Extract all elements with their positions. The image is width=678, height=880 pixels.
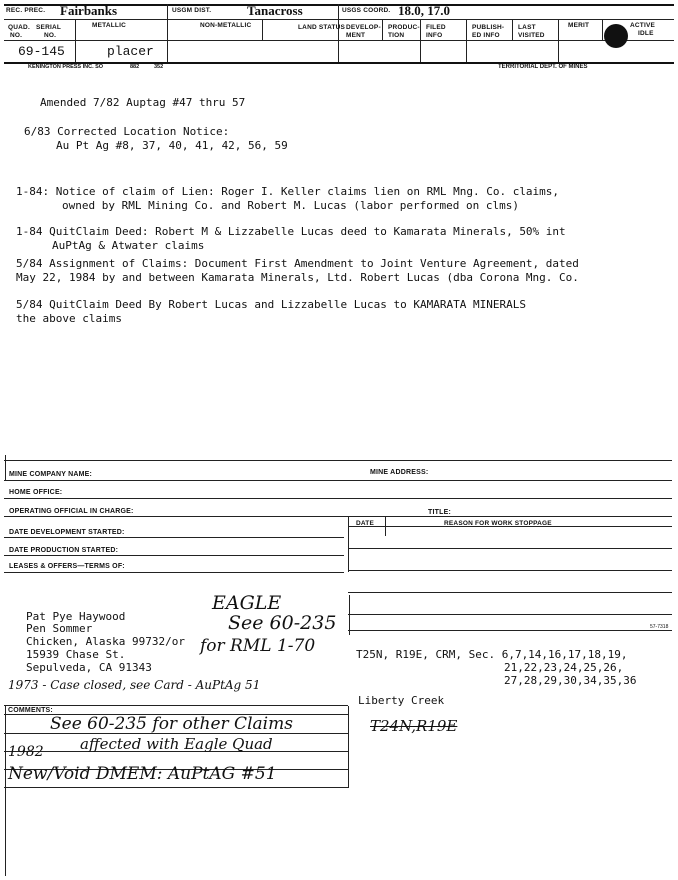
handwritten-comment-3: 1982	[8, 744, 44, 760]
location-line3: 27,28,29,30,34,35,36	[504, 674, 637, 687]
handwritten-year-line: 1973 - Case closed, see Card - AuPtAg 51	[8, 678, 261, 692]
note-quitclaim1-line2: AuPtAg & Atwater claims	[52, 239, 205, 252]
form-number-2: 352	[154, 64, 164, 70]
filed-info-label: FILED INFO	[426, 24, 446, 39]
develop-label: DEVELOP- MENT	[346, 24, 381, 39]
department-label: TERRITORIAL DEPT. OF MINES	[498, 64, 588, 70]
note-quitclaim2-line1: 5/84 QuitClaim Deed By Robert Lucas and Lizzabelle Lucas to KAMARATA MINERALS	[16, 298, 526, 311]
note-lien-line1: 1-84: Notice of claim of Lien: Roger I. Keller claims lien on RML Mng. Co. claims,	[16, 185, 560, 198]
handwritten-comment-1: See 60-235 for other Claims	[50, 714, 293, 734]
note-amended: Amended 7/82 Auptag #47 thru 57	[40, 96, 246, 109]
date-development-label: DATE DEVELOPMENT STARTED:	[9, 529, 125, 536]
printer-text: KENINGTON PRESS INC. SO	[28, 64, 104, 70]
handwritten-eagle: EAGLE	[212, 592, 282, 614]
usgm-dist-label: USGM DIST.	[172, 7, 212, 14]
idle-label: IDLE	[638, 30, 654, 37]
form-number-1: 882	[130, 64, 140, 70]
last-visited-label: LAST VISITED	[518, 24, 545, 39]
usgs-coord-value: 18.0, 17.0	[398, 3, 450, 18]
handwritten-comment-2: affected with Eagle Quad	[80, 735, 273, 753]
quad-no-label: NO.	[10, 32, 23, 39]
leases-label: LEASES & OFFERS—TERMS OF:	[9, 563, 125, 570]
note-assignment-line2: May 22, 1984 by and between Kamarata Minerals, Ltd. Robert Lucas (dba Corona Mng. Co.	[16, 271, 579, 284]
note-corrected-line2: Au Pt Ag #8, 37, 40, 41, 42, 56, 59	[56, 139, 288, 152]
note-quitclaim2-line2: the above claims	[16, 312, 122, 325]
location-creek: Liberty Creek	[358, 694, 445, 707]
handwritten-comment-4: New/Void DMEM: AuPtAG #51	[8, 764, 277, 784]
published-info-label: PUBLISH- ED INFO	[472, 24, 505, 39]
owner-line1: Pat Pye Haywood	[26, 610, 126, 623]
active-label: ACTIVE	[630, 22, 656, 29]
production-label: PRODUC- TION	[388, 24, 420, 39]
handwritten-see-60-235: See 60-235	[228, 612, 337, 634]
quad-label: QUAD.	[8, 24, 30, 31]
handwritten-for-rml: for RML 1-70	[200, 636, 316, 656]
handwritten-struck-township: T24N,R19E	[370, 717, 458, 735]
location-line2: 21,22,23,24,25,26,	[504, 661, 624, 674]
owner-line3: Chicken, Alaska 99732/or	[26, 635, 185, 648]
rec-prec-value: Fairbanks	[60, 3, 118, 18]
usgs-coord-label: USGS COORD.	[342, 7, 391, 14]
note-lien-line2: owned by RML Mining Co. and Robert M. Lucas (labor performed on clms)	[62, 199, 519, 212]
serial-value: 69-145	[18, 44, 65, 59]
owner-line5: Sepulveda, CA 91343	[26, 661, 152, 674]
location-line1: T25N, R19E, CRM, Sec. 6,7,14,16,17,18,19,	[356, 648, 628, 661]
owner-line2: Pen Sommer	[26, 622, 93, 635]
note-quitclaim1-line1: 1-84 QuitClaim Deed: Robert M & Lizzabelle Lucas deed to Kamarata Minerals, 50% int	[16, 225, 566, 238]
non-metallic-label: NON-METALLIC	[200, 22, 252, 29]
comments-label: COMMENTS:	[8, 707, 53, 714]
owner-line4: 15939 Chase St.	[26, 648, 126, 661]
date-label: DATE	[356, 520, 375, 527]
land-status-label: LAND STATUS	[298, 24, 346, 31]
serial-no-label: NO.	[44, 32, 57, 39]
metallic-value: placer	[107, 44, 154, 59]
form-code: 57-7318	[650, 624, 669, 630]
serial-label: SERIAL	[36, 24, 62, 31]
punched-hole-icon	[604, 24, 628, 48]
note-corrected-line1: 6/83 Corrected Location Notice:	[24, 125, 230, 138]
reason-label: REASON FOR WORK STOPPAGE	[444, 520, 552, 527]
note-assignment-line1: 5/84 Assignment of Claims: Document First Amendment to Joint Venture Agreement, dated	[16, 257, 579, 270]
rec-prec-label: REC. PREC.	[6, 7, 46, 14]
operating-official-label: OPERATING OFFICIAL IN CHARGE:	[9, 508, 134, 515]
usgm-dist-value: Tanacross	[247, 3, 303, 18]
date-production-label: DATE PRODUCTION STARTED:	[9, 547, 119, 554]
metallic-label: METALLIC	[92, 22, 126, 29]
home-office-label: HOME OFFICE:	[9, 489, 63, 496]
mine-address-label: MINE ADDRESS:	[370, 469, 429, 476]
title-label: TITLE:	[428, 509, 451, 516]
merit-label: MERIT	[568, 22, 590, 29]
mine-company-name-label: MINE COMPANY NAME:	[9, 471, 93, 478]
